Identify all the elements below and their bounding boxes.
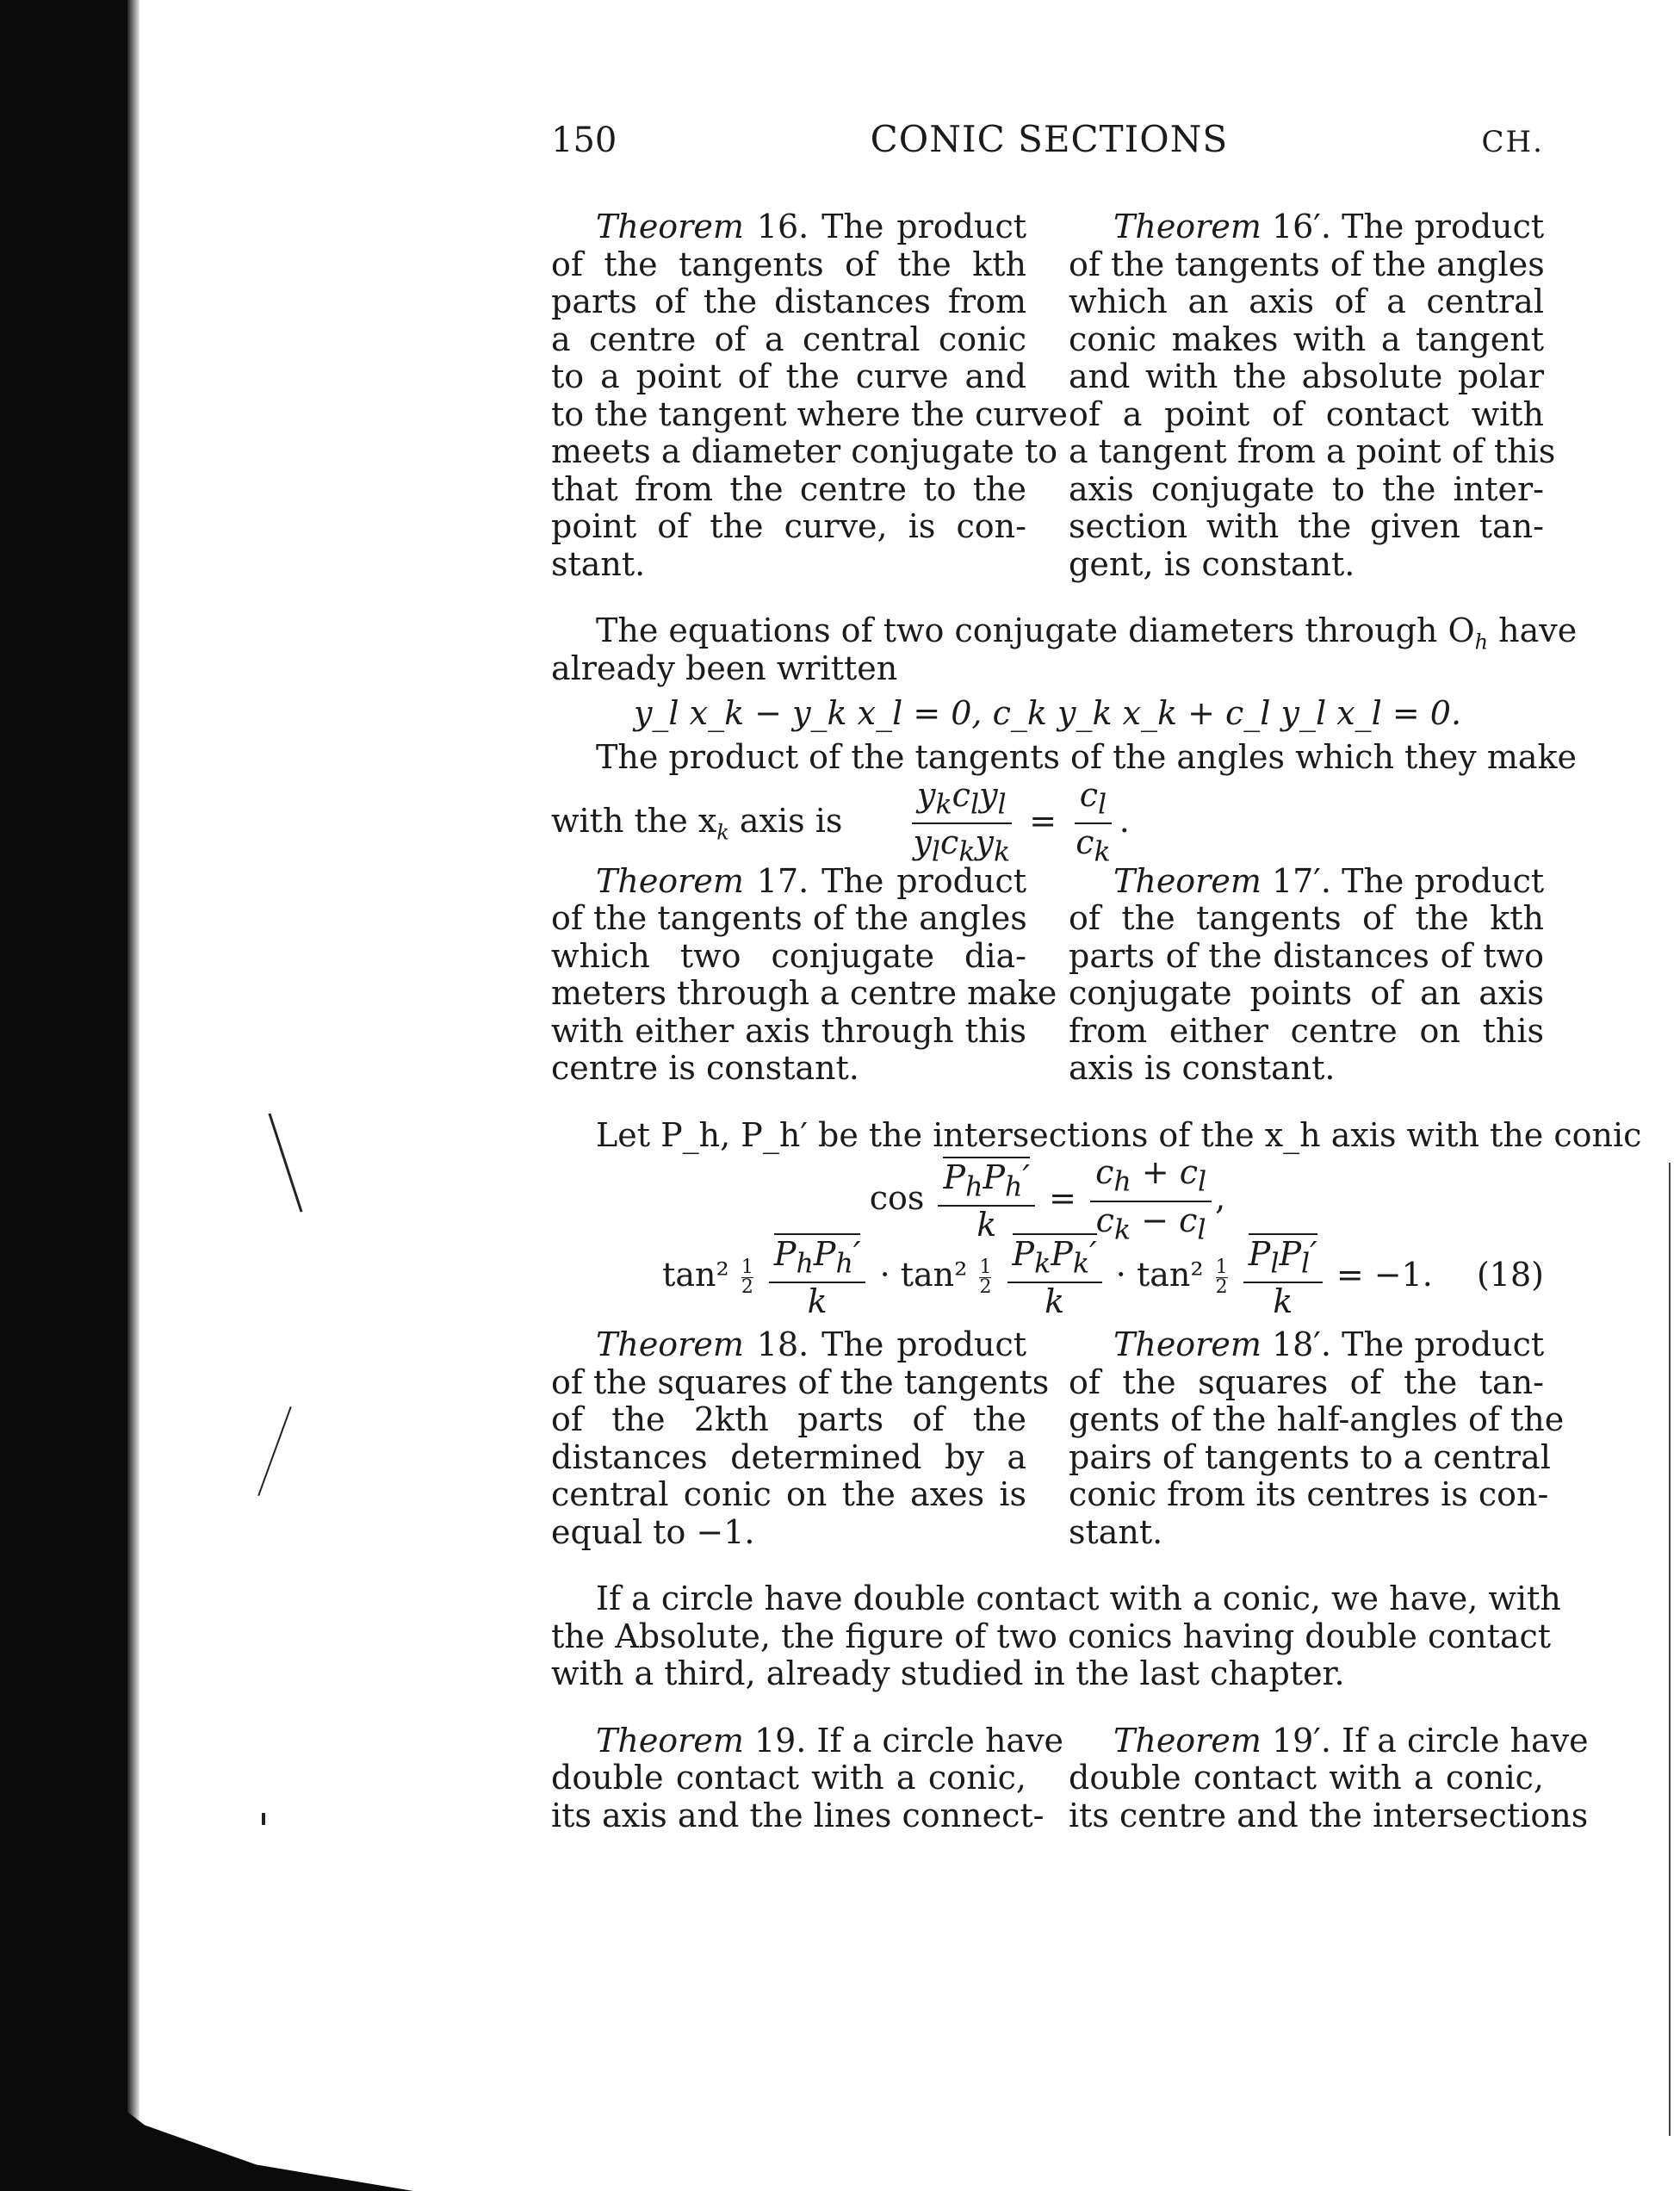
theorem-19-pair	[551, 1721, 1589, 1835]
text-line: Theorem 16. The product	[596, 208, 1026, 245]
text-line: of the squares of the tan-	[1069, 1362, 1544, 1401]
text-line: a tangent from a point of this	[1069, 432, 1556, 470]
scan-mark	[262, 1813, 265, 1825]
text-line: its centre and the intersections	[1069, 1796, 1589, 1834]
text-line: central conic on the axes is	[551, 1475, 1026, 1513]
text-line: with a third, already studied in the last chapter.	[551, 1654, 1345, 1692]
theorem-18-left	[551, 1325, 1050, 1551]
theorem-17-pair	[551, 863, 1544, 1088]
text-line: its axis and the lines connect-	[551, 1796, 1045, 1834]
text-line: Theorem 19′. If a circle have	[1113, 1721, 1589, 1760]
text-line: meets a diameter conjugate to	[551, 432, 1058, 470]
text-line: point of the curve, is con-	[551, 507, 1026, 545]
chapter-label: CH.	[1481, 125, 1544, 159]
text-line: If a circle have double contact with a conic, we have, with	[596, 1580, 1561, 1617]
text-line: Theorem 17′. The product	[1113, 861, 1545, 900]
text-line: distances determined by a	[551, 1437, 1026, 1476]
text-line: Theorem 18′. The product	[1113, 1325, 1545, 1363]
text-line: Theorem 17. The product	[596, 861, 1026, 900]
text-line: of a point of contact with	[1069, 394, 1544, 433]
running-title: CONIC SECTIONS	[870, 118, 1229, 160]
text-line: Theorem 19. If a circle have	[596, 1721, 1064, 1760]
theorem-19-left	[551, 1721, 1064, 1835]
equation-number: (18)	[1476, 1256, 1544, 1294]
page-number: 150	[551, 121, 617, 160]
text-line: with either axis through this	[551, 1011, 1026, 1050]
theorem-16-right	[1069, 208, 1556, 583]
text-line: parts of the distances of two	[1069, 936, 1544, 975]
running-header	[551, 118, 1544, 172]
text-line: from either centre on this	[1069, 1011, 1544, 1050]
text-line: gent, is constant.	[1069, 544, 1355, 583]
paragraph-intersections	[551, 1115, 1642, 1155]
theorem-18-right	[1069, 1325, 1565, 1551]
text-line: parts of the distances from	[551, 282, 1026, 320]
scan-mark	[269, 1113, 303, 1212]
text-line: equal to −1.	[551, 1512, 755, 1551]
text-line: to the tangent where the curve	[551, 394, 1068, 433]
text-line: axis conjugate to the inter-	[1069, 469, 1544, 508]
paragraph-conjugate-diameters	[551, 611, 1578, 687]
text-line: of the 2kth parts of the	[551, 1400, 1026, 1438]
paragraph-double-contact	[551, 1580, 1561, 1693]
scan-mark	[257, 1406, 292, 1496]
equation-18: tan² $\frac{1}{2}$ $\frac{P_hP_h'}{k}$ · tan² $\frac{1}{2}$ $\frac{P_kP_k'}{k}$ · tan² $\frac{1}{2}$ $\frac{P_lP_l'}{k}$ = −1. (18)	[551, 1232, 1544, 1318]
book-page	[551, 118, 1642, 1834]
equation-conjugate-diameters: y_l x_k − y_k x_l = 0, c_k y_k x_k + c_l y_l x_l = 0.	[633, 694, 1462, 732]
text-line: Theorem 18. The product	[596, 1325, 1026, 1363]
text-line: of the tangents of the angles	[551, 899, 1027, 937]
text-line: centre is constant.	[551, 1049, 859, 1087]
text-line: a centre of a central conic	[551, 320, 1026, 358]
text-line: The equations of two conjugate diameters through $O_h$ have	[596, 611, 1578, 655]
text-line: double contact with a conic,	[551, 1759, 1026, 1797]
right-margin-scan-line	[1669, 1163, 1671, 2136]
text-line: section with the given tan-	[1069, 507, 1544, 545]
text-line: the Absolute, the figure of two conics having double contact	[551, 1617, 1552, 1655]
text-line: of the tangents of the angles	[1069, 245, 1545, 283]
text-line: double contact with a conic,	[1069, 1759, 1544, 1797]
text-line: of the squares of the tangents	[551, 1362, 1050, 1401]
theorem-19-right	[1069, 1721, 1589, 1835]
fraction-cl-over-ck: $\frac{y_kc_ly_l}{y_lc_ky_k}$ = $\frac{c_l}{c_k}$ .	[913, 775, 1130, 868]
text-line: Let P_h, P_h′ be the intersections of the x_h axis with the conic	[596, 1115, 1642, 1154]
equation-cos: cos $\frac{P_hP_h'}{k}$ = $\frac{c_h + c_l}{c_k - c_l}$ ,	[869, 1153, 1226, 1246]
text-line: pairs of tangents to a central	[1069, 1437, 1551, 1476]
paragraph-product-tangents	[551, 738, 1578, 868]
text-line: which an axis of a central	[1069, 282, 1544, 320]
theorem-16-left	[551, 208, 1068, 583]
text-line: to a point of the curve and	[551, 357, 1026, 395]
text-line: meters through a centre make	[551, 974, 1057, 1012]
theorem-18-pair	[551, 1325, 1565, 1551]
text-line: and with the absolute polar	[1069, 357, 1544, 395]
text-line: already been written	[551, 649, 898, 687]
text-line: with the $x_k$ axis is $\frac{y_kc_ly_l}{y_lc_ky_k}$ = $\frac{c_l}{c_k}$ .	[551, 775, 1130, 868]
text-line: conjugate points of an axis	[1069, 974, 1544, 1012]
text-line: of the tangents of the kth	[551, 245, 1026, 283]
text-line: stant.	[1069, 1512, 1163, 1551]
text-line: Theorem 16′. The product	[1113, 208, 1545, 245]
text-line: which two conjugate dia-	[551, 936, 1026, 975]
theorem-17-right	[1069, 863, 1544, 1088]
theorem-17-left	[551, 861, 1057, 1088]
text-line: that from the centre to the	[551, 469, 1026, 508]
text-line: of the tangents of the kth	[1069, 899, 1544, 937]
theorem-16-pair	[551, 208, 1556, 583]
binding-edge-gradient	[127, 0, 139, 2191]
binding-foot-shadow	[0, 2071, 413, 2191]
text-line: axis is constant.	[1069, 1049, 1336, 1087]
book-binding-shadow	[0, 0, 127, 2191]
text-line: conic from its centres is con-	[1069, 1475, 1549, 1513]
text-line: The product of the tangents of the angles which they make	[596, 738, 1578, 776]
text-line: gents of the half-angles of the	[1069, 1400, 1565, 1438]
text-line: conic makes with a tangent	[1069, 320, 1544, 358]
text-line: stant.	[551, 544, 646, 583]
